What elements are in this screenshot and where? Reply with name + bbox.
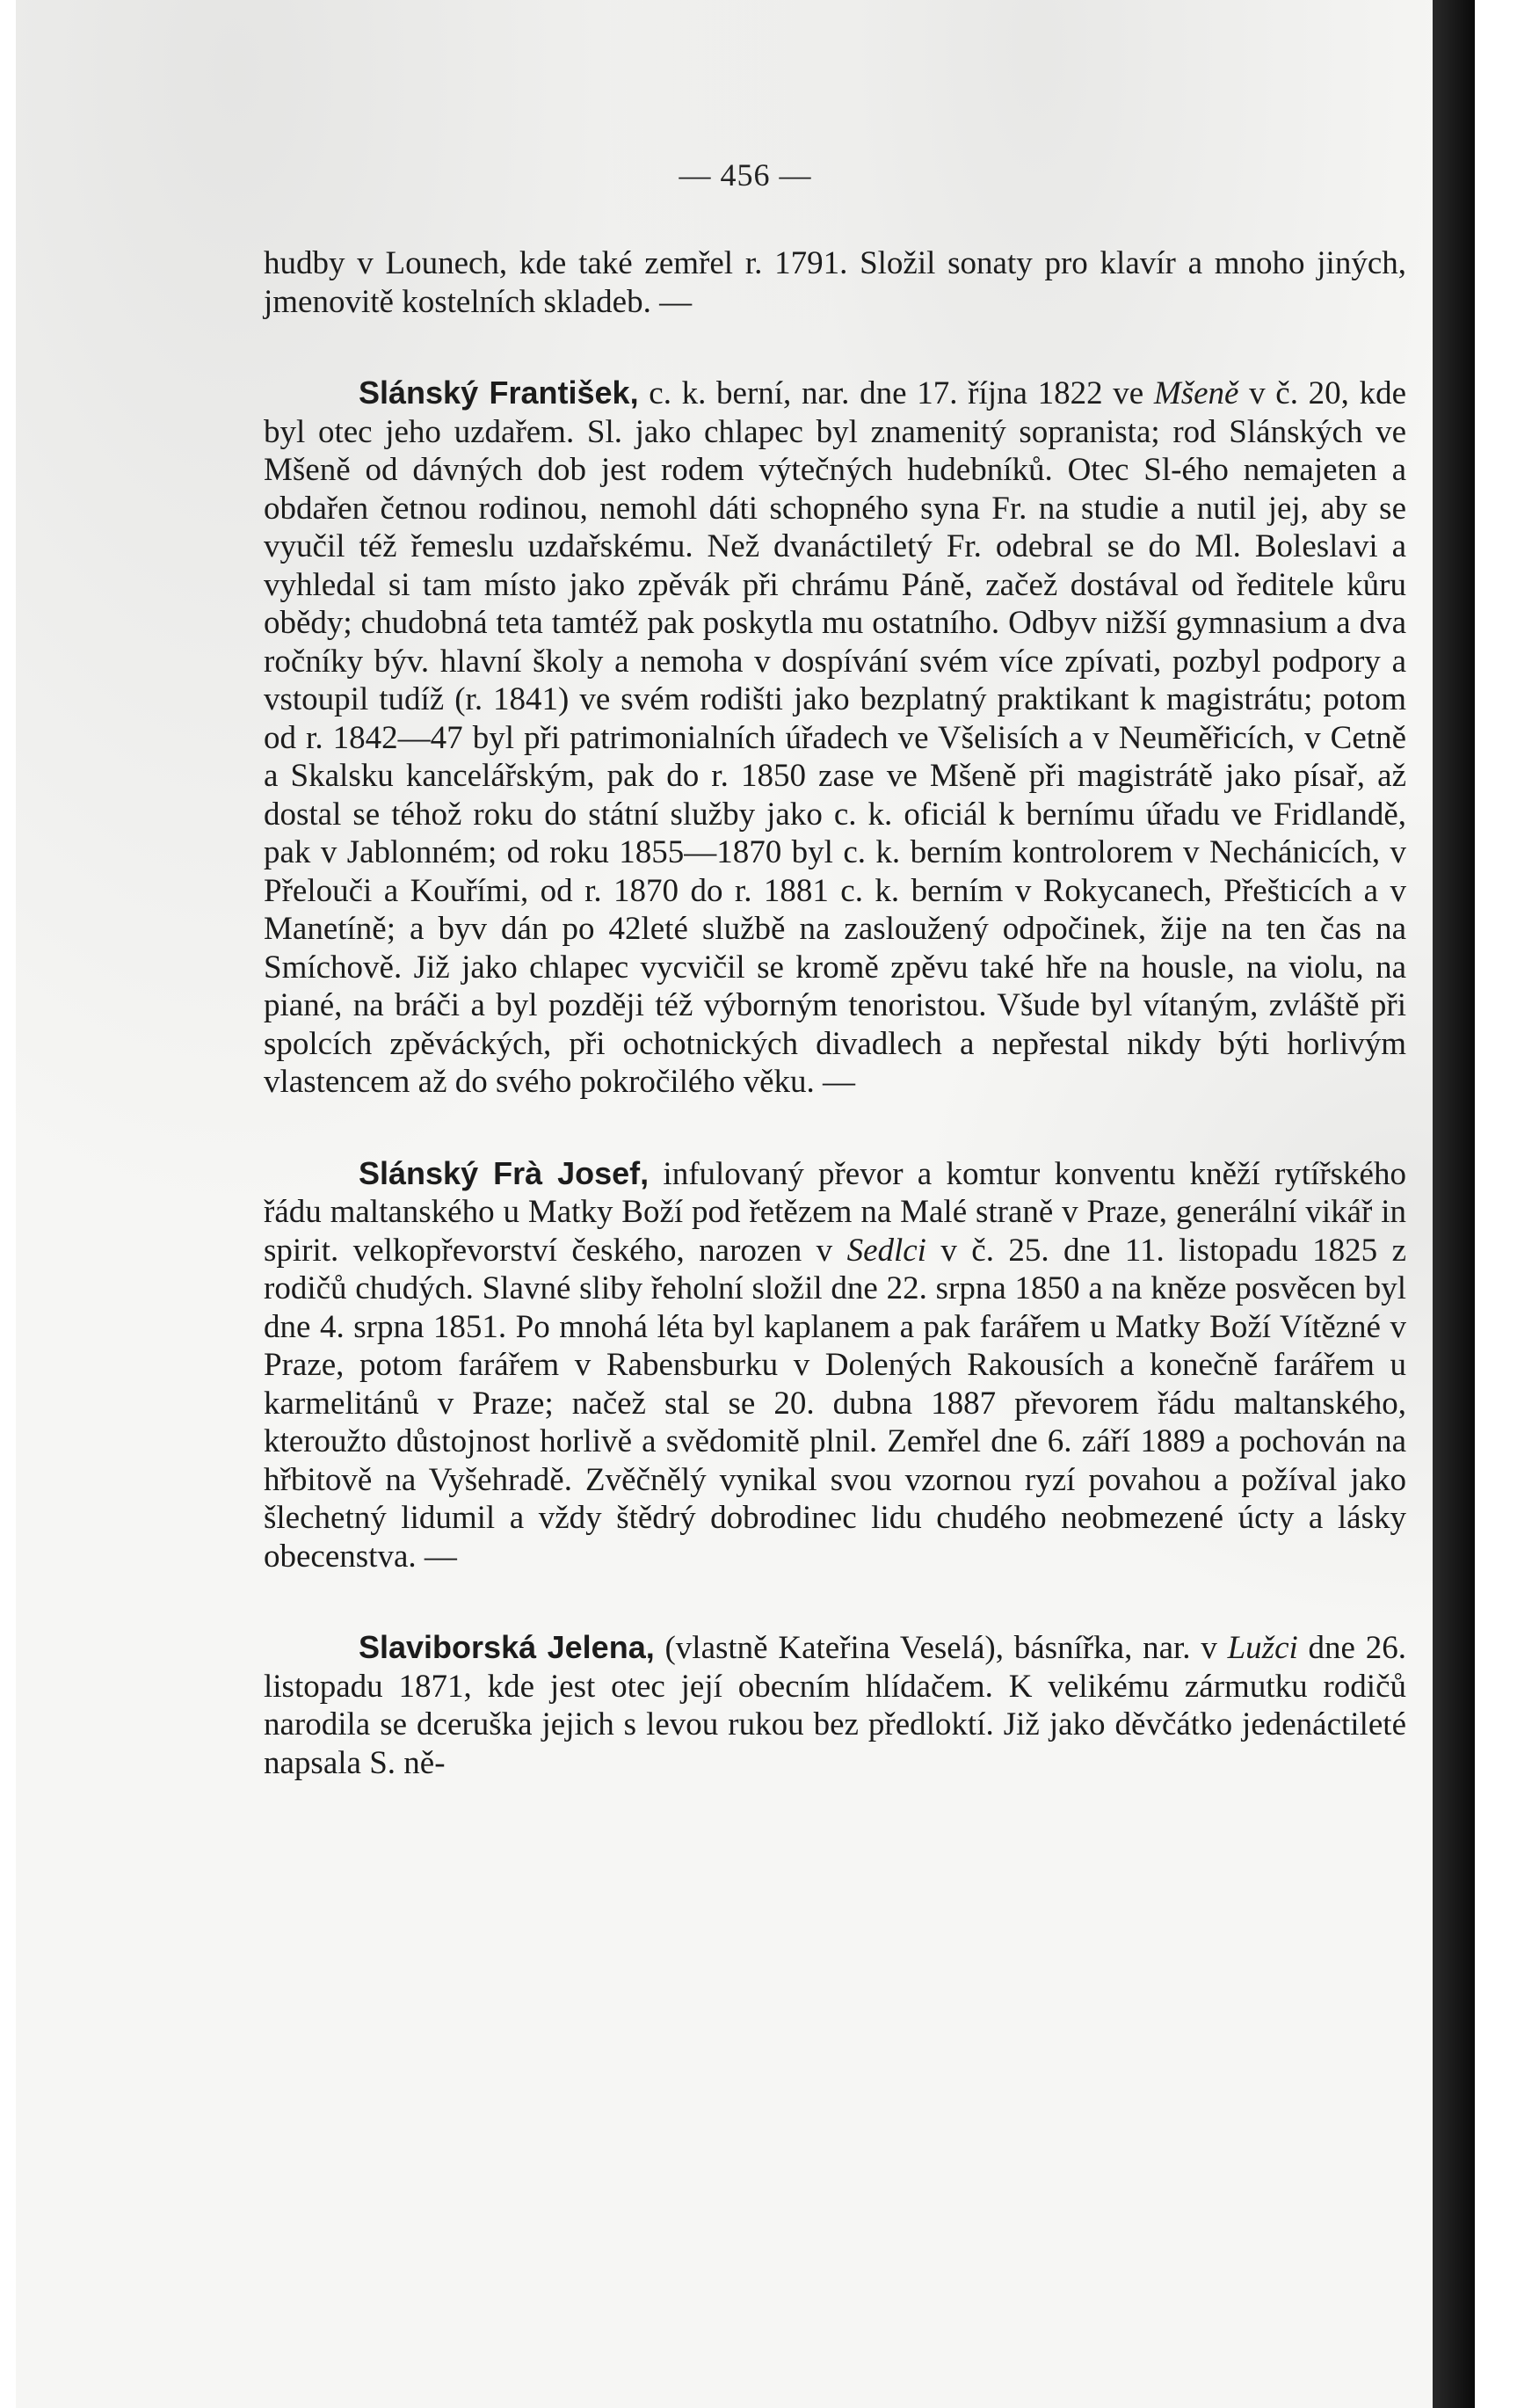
page-edge-shadow bbox=[1433, 0, 1475, 2408]
entry-slansky-josef bbox=[264, 1154, 1406, 1576]
entry-heading: Slánský Frà Josef, bbox=[359, 1154, 650, 1191]
entry-place: Mšeně bbox=[1153, 375, 1239, 411]
entry-heading: Slaviborská Jelena, bbox=[359, 1629, 655, 1665]
page-number: — 456 — bbox=[679, 157, 812, 193]
body-text bbox=[264, 244, 1406, 1782]
entry-place: Sedlci bbox=[846, 1232, 926, 1269]
entry-text: v č. 25. dne 11. listopadu 1825 z rodičů chudých. Slavné sliby řeholní složil dne 22. srpna 1850 a na kněze posvěcen byl dne 4. srpna 1851. Po mnohá léta byl kaplanem a pak farářem u Matky Boží Vítězné v Praze, potom farářem v Rabensburku v Dolených Rakousích a konečně farářem u karmelitánů v Praze; načež stal se 20. dubna 1887 převorem řádu maltanského, kteroužto důstojnost horlivě a svědomitě plnil. Zemřel dne 6. září 1889 a pochován na hřbitově na Vyšehradě. Zvěčnělý vynikal svou vzornou ryzí povahou a požíval jako šlechetný lidumil a vždy štědrý dobrodinec lidu chudého neobmezené úcty a lásky obecenstva. — bbox=[264, 1232, 1406, 1575]
entry-continuation bbox=[264, 244, 1406, 321]
entry-place: Lužci bbox=[1227, 1630, 1298, 1666]
entry-slansky-frantisek bbox=[264, 374, 1406, 1102]
entry-text: v č. 20, kde byl otec jeho uzdařem. Sl. jako chlapec byl znamenitý sopranista; rod Slánských ve Mšeně od dávných dob jest rodem výtečných hudebníků. Otec Sl-ého nemajeten a obdařen četnou rodinou, nemohl dáti schopného syna Fr. na studie a nutil jej, aby se vyučil též řemeslu uzdařskému. Než dvanáctiletý Fr. odebral se do Ml. Boleslavi a vyhledal si tam místo jako zpěvák při chrámu Páně, začež dostával od ředitele kůru obědy; chudobná teta tamtéž pak poskytla mu ostatního. Odbyv nižší gymnasium a dva ročníky býv. hlavní školy a nemoha v dospívání svém více zpívati, pozbyl podpory a vstoupil tudíž (r. 1841) ve svém rodišti jako bezplatný praktikant k magistrátu; potom od r. 1842—47 byl při patrimonialních úřadech ve Všelisích a v Neuměřicích, v Cetně a Skalsku kancelářským, pak do r. 1850 zase ve Mšeně při magistrátě jako písař, až dostal se téhož roku do státní služby jako c. k. oficiál k bernímu úřadu ve Fridlandě, pak v Jablonném; od roku 1855—1870 byl c. k. berním kontrolorem v Nechánicích, v Přelouči a Kouřími, od r. 1870 do r. 1881 c. k. berním v Rokycanech, Přešticích a v Manetíně; a byv dán po 42leté službě na zasloužený odpočinek, žije na ten čas na Smíchově. Již jako chlapec vycvičil se kromě zpěvu také hře na housle, na violu, na piané, na bráči a byl později též výborným tenoristou. Všude byl vítaným, zvláště při spolcích zpěváckých, při ochotnických divadlech a nepřestal nikdy býti horlivým vlastencem až do svého pokročilého věku. — bbox=[264, 375, 1406, 1100]
entry-slaviborska-jelena bbox=[264, 1628, 1406, 1782]
entry-text: dne 26. listopadu 1871, kde jest otec její obecním hlídačem. K velikému zármutku rodičů narodila se dceruška jejich s levou rukou bez předloktí. Již jako děvčátko jedenáctileté napsala S. ně- bbox=[264, 1630, 1406, 1781]
entry-text: infulovaný převor a komtur konventu kněží rytířského řádu maltanského u Matky Boží pod řetězem na Malé straně v Praze, generální vikář in spirit. velkopřevorství českého, narozen v bbox=[264, 1155, 1406, 1269]
entry-text: hudby v Lounech, kde také zemřel r. 1791. Složil sonaty pro klavír a mnoho jiných, jmenovitě kostelních skladeb. — bbox=[264, 245, 1406, 320]
entry-text: c. k. berní, nar. dne 17. října 1822 ve bbox=[638, 375, 1154, 411]
entry-text: (vlastně Kateřina Veselá), básnířka, nar. v bbox=[654, 1630, 1228, 1666]
entry-heading: Slánský František, bbox=[359, 375, 639, 411]
scanned-page bbox=[16, 0, 1475, 2408]
